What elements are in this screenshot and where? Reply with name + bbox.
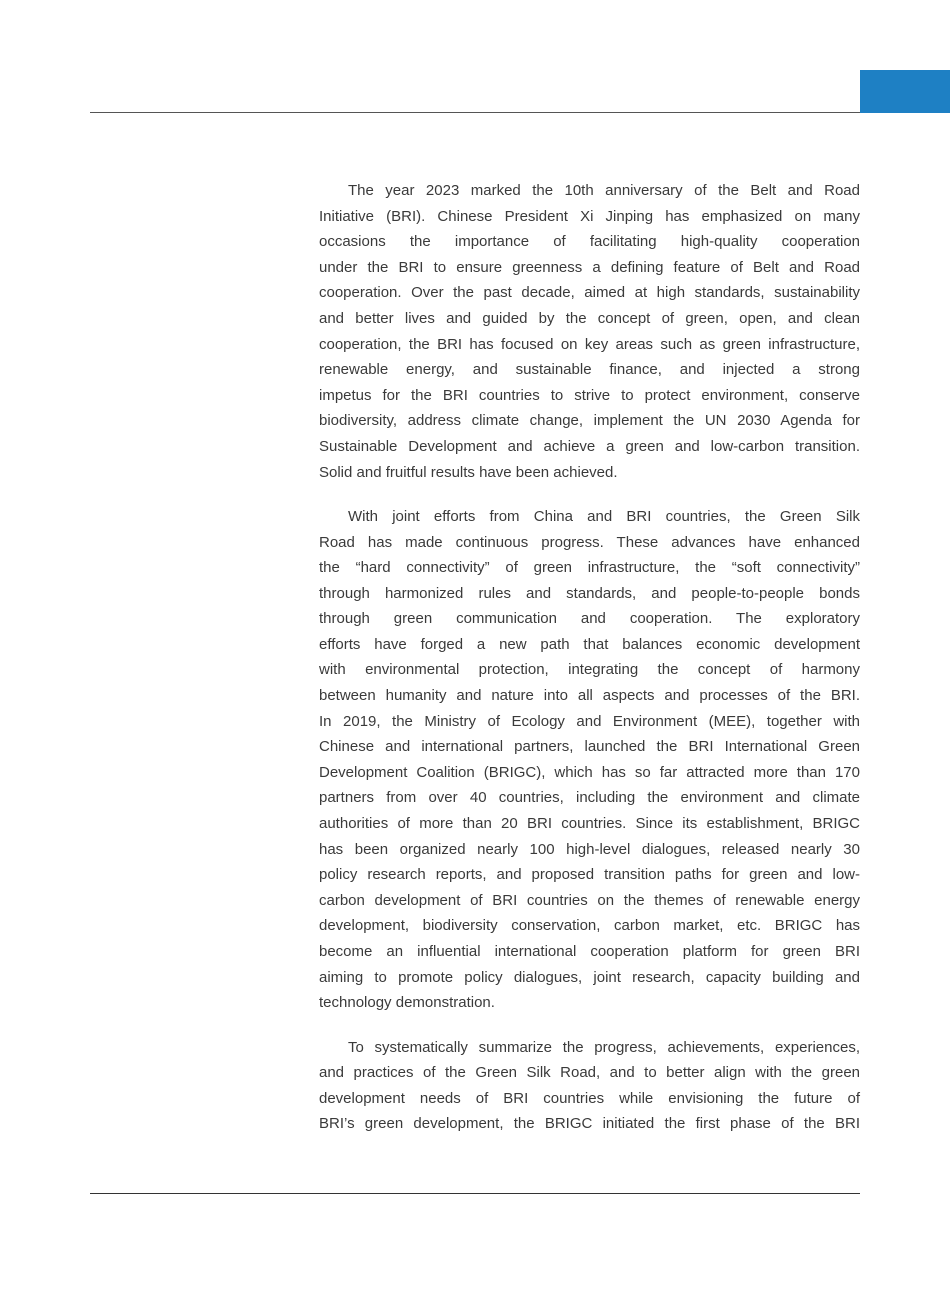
paragraph-1 [319, 178, 860, 485]
paragraph-2 [319, 504, 860, 1016]
text-line: and practices of the Green Silk Road, and to better align with the green [319, 1064, 860, 1082]
text-line: cooperation, the BRI has focused on key areas such as green infrastructure, [319, 335, 860, 353]
text-line: Solid and fruitful results have been achieved. [319, 463, 618, 481]
text-line: technology demonstration. [319, 994, 495, 1012]
text-line: and better lives and guided by the concept of green, open, and clean [319, 309, 860, 327]
text-line: Initiative (BRI). Chinese President Xi Jinping has emphasized on many [319, 207, 860, 225]
text-line: cooperation. Over the past decade, aimed at high standards, sustainability [319, 284, 860, 302]
text-line: In 2019, the Ministry of Ecology and Environment (MEE), together with [319, 712, 860, 730]
footer-rule [90, 1193, 860, 1194]
header-accent-tab [860, 70, 950, 113]
text-line: policy research reports, and proposed transition paths for green and low- [319, 866, 860, 884]
text-line: To systematically summarize the progress, achievements, experiences, [348, 1038, 860, 1056]
text-line: between humanity and nature into all aspects and processes of the BRI. [319, 687, 860, 705]
text-line: aiming to promote policy dialogues, joint research, capacity building and [319, 968, 860, 986]
text-line: development, biodiversity conservation, carbon market, etc. BRIGC has [319, 917, 860, 935]
text-line: become an influential international cooperation platform for green BRI [319, 943, 860, 961]
paragraph-3 [319, 1035, 860, 1137]
text-line: Sustainable Development and achieve a green and low-carbon transition. [319, 437, 860, 455]
text-line: occasions the importance of facilitating high-quality cooperation [319, 233, 860, 251]
text-line: Chinese and international partners, launched the BRI International Green [319, 738, 860, 756]
text-line: authorities of more than 20 BRI countries. Since its establishment, BRIGC [319, 815, 860, 833]
body-text [319, 178, 860, 1156]
text-line: through green communication and cooperation. The exploratory [319, 610, 860, 628]
text-line: With joint efforts from China and BRI countries, the Green Silk [348, 507, 860, 525]
text-line: partners from over 40 countries, including the environment and climate [319, 789, 860, 807]
header-rule [90, 112, 860, 113]
text-line: renewable energy, and sustainable finance, and injected a strong [319, 361, 860, 379]
text-line: impetus for the BRI countries to strive to protect environment, conserve [319, 386, 860, 404]
text-line: the “hard connectivity” of green infrastructure, the “soft connectivity” [319, 559, 860, 577]
text-line: biodiversity, address climate change, implement the UN 2030 Agenda for [319, 412, 860, 430]
text-line: The year 2023 marked the 10th anniversary of the Belt and Road [348, 182, 860, 199]
text-line: with environmental protection, integrating the concept of harmony [319, 661, 860, 679]
text-line: efforts have forged a new path that balances economic development [319, 635, 860, 653]
text-line: under the BRI to ensure greenness a defining feature of Belt and Road [319, 258, 860, 276]
text-line: BRI’s green development, the BRIGC initiated the first phase of the BRI [319, 1115, 860, 1133]
text-line: carbon development of BRI countries on the themes of renewable energy [319, 891, 860, 909]
text-line: has been organized nearly 100 high-level dialogues, released nearly 30 [319, 840, 860, 858]
text-line: development needs of BRI countries while envisioning the future of [319, 1089, 860, 1107]
text-line: Development Coalition (BRIGC), which has so far attracted more than 170 [319, 763, 860, 781]
text-line: Road has made continuous progress. These advances have enhanced [319, 533, 860, 551]
text-line: through harmonized rules and standards, and people-to-people bonds [319, 584, 860, 602]
